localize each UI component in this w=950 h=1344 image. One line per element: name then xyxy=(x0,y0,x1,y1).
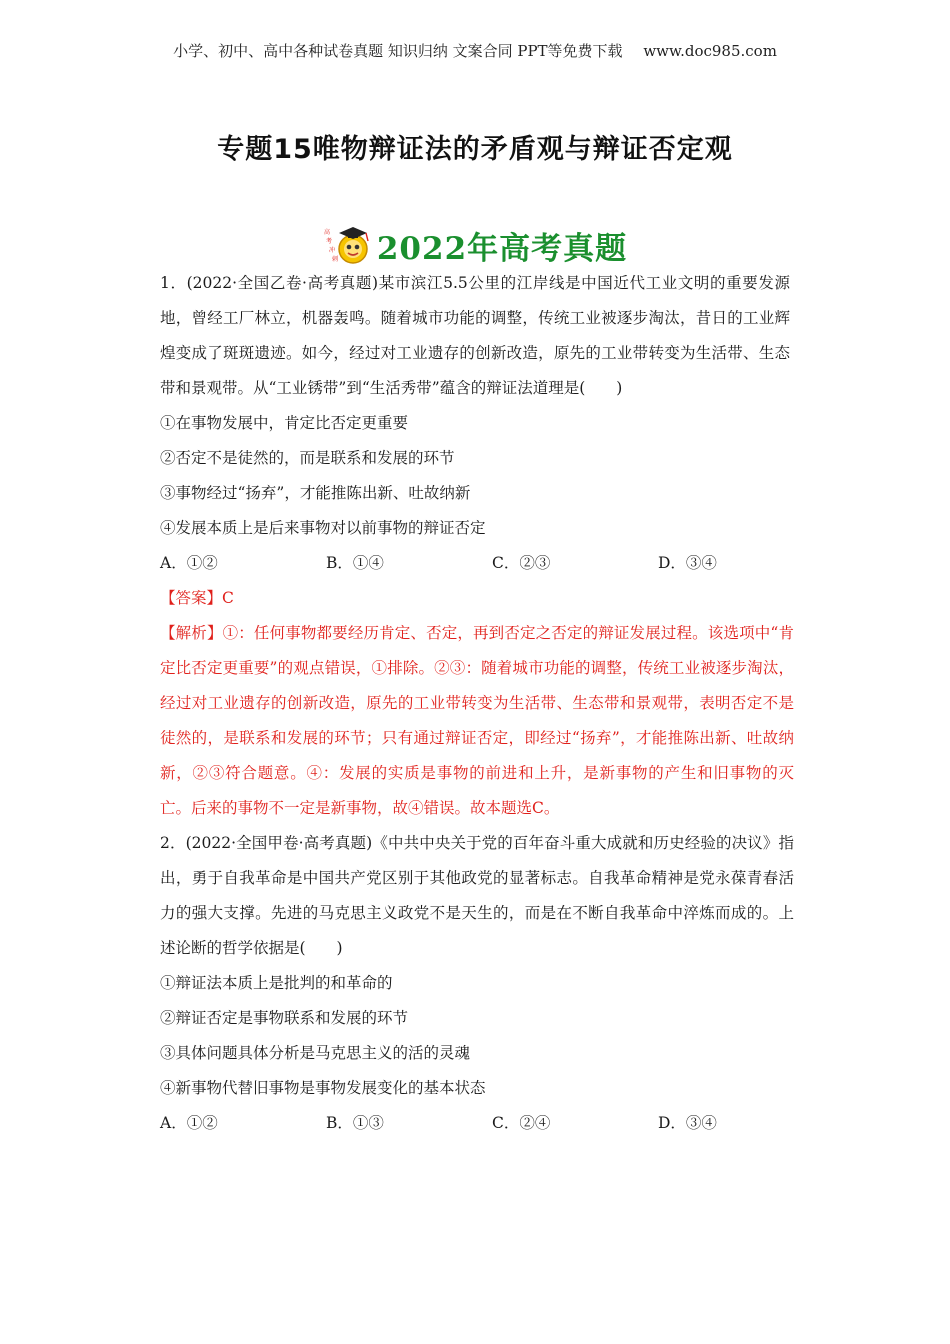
question-2-item: ④新事物代替旧事物是事物发展变化的基本状态 xyxy=(160,1079,486,1097)
svg-text:考: 考 xyxy=(325,238,332,245)
page-header xyxy=(0,40,950,61)
svg-text:刺: 刺 xyxy=(331,256,338,263)
svg-text:冲: 冲 xyxy=(328,247,335,254)
analysis-label: 【解析】 xyxy=(160,624,223,642)
answer-value: C xyxy=(222,589,234,607)
header-text: 小学、初中、高中各种试卷真题 知识归纳 文案合同 PPT等免费下载 xyxy=(173,42,623,60)
option-d: D．③④ xyxy=(658,1114,717,1132)
question-1-item: ①在事物发展中，肯定比否定更重要 xyxy=(160,414,409,432)
option-d: D．③④ xyxy=(658,554,717,572)
document-body xyxy=(160,266,794,1141)
option-a: A．①② xyxy=(160,554,218,572)
analysis-paragraph xyxy=(160,616,794,826)
option-b: B．①③ xyxy=(326,1114,384,1132)
svg-text:高: 高 xyxy=(323,229,330,236)
question-1-item: ④发展本质上是后来事物对以前事物的辩证否定 xyxy=(160,519,486,537)
question-2-item: ②辩证否定是事物联系和发展的环节 xyxy=(160,1009,409,1027)
answer-label: 【答案】 xyxy=(160,589,223,607)
analysis-text: ①：任何事物都要经历肯定、否定，再到否定之否定的辩证发展过程。该选项中“肯定比否定更重要”的观点错误，①排除。②③：随着城市功能的调整，传统工业被逐步淘汰，经过对工业遗存的创新改造，原先的工业带转变为生活带、生态带和景观带，表明否定不是徒然的，是联系和发展的环节；只有通过辩证否定，即经过“扬弃”，才能推陈出新、吐故纳新，②③符合题意。④：发展的实质是事物的前进和上升，是新事物的产生和旧事物的灭亡。后来的事物不一定是新事物，故④错误。故本题选C。 xyxy=(160,624,794,817)
option-b: B．①④ xyxy=(326,554,384,572)
question-2-options xyxy=(160,1106,794,1141)
option-c: C．②④ xyxy=(492,1114,551,1132)
banner-text: 2022年高考真题 xyxy=(376,230,628,267)
question-2-stem: 2．(2022·全国甲卷·高考真题)《中共中央关于党的百年奋斗重大成就和历史经验的决议》指出，勇于自我革命是中国共产党区别于其他政党的显著标志。自我革命精神是党永葆青春活力的强大支撑。先进的马克思主义政党不是天生的，而是在不断自我革命中淬炼而成的。上述论断的哲学依据是( ) xyxy=(160,834,794,957)
section-banner xyxy=(0,222,950,268)
page-title: 专题15唯物辩证法的矛盾观与辩证否定观 xyxy=(217,134,733,165)
question-1-options xyxy=(160,546,794,581)
graduate-mascot-icon xyxy=(323,222,373,268)
question-1-item: ②否定不是徒然的，而是联系和发展的环节 xyxy=(160,449,455,467)
question-2-item: ①辩证法本质上是批判的和革命的 xyxy=(160,974,393,992)
answer-line xyxy=(160,581,794,616)
option-c: C．②③ xyxy=(492,554,551,572)
header-url[interactable]: www.doc985.com xyxy=(643,42,777,60)
question-1-stem: 1．(2022·全国乙卷·高考真题)某市滨江5.5公里的江岸线是中国近代工业文明的重要发源地，曾经工厂林立，机器轰鸣。随着城市功能的调整，传统工业被逐步淘汰，昔日的工业辉煌变成了斑斑遗迹。如今，经过对工业遗存的创新改造，原先的工业带转变为生活带、生态带和景观带。从“工业锈带”到“生活秀带”蕴含的辩证法道理是( ) xyxy=(160,274,790,397)
question-2-item: ③具体问题具体分析是马克思主义的活的灵魂 xyxy=(160,1044,471,1062)
option-a: A．①② xyxy=(160,1114,218,1132)
question-1-item: ③事物经过“扬弃”，才能推陈出新、吐故纳新 xyxy=(160,484,471,502)
